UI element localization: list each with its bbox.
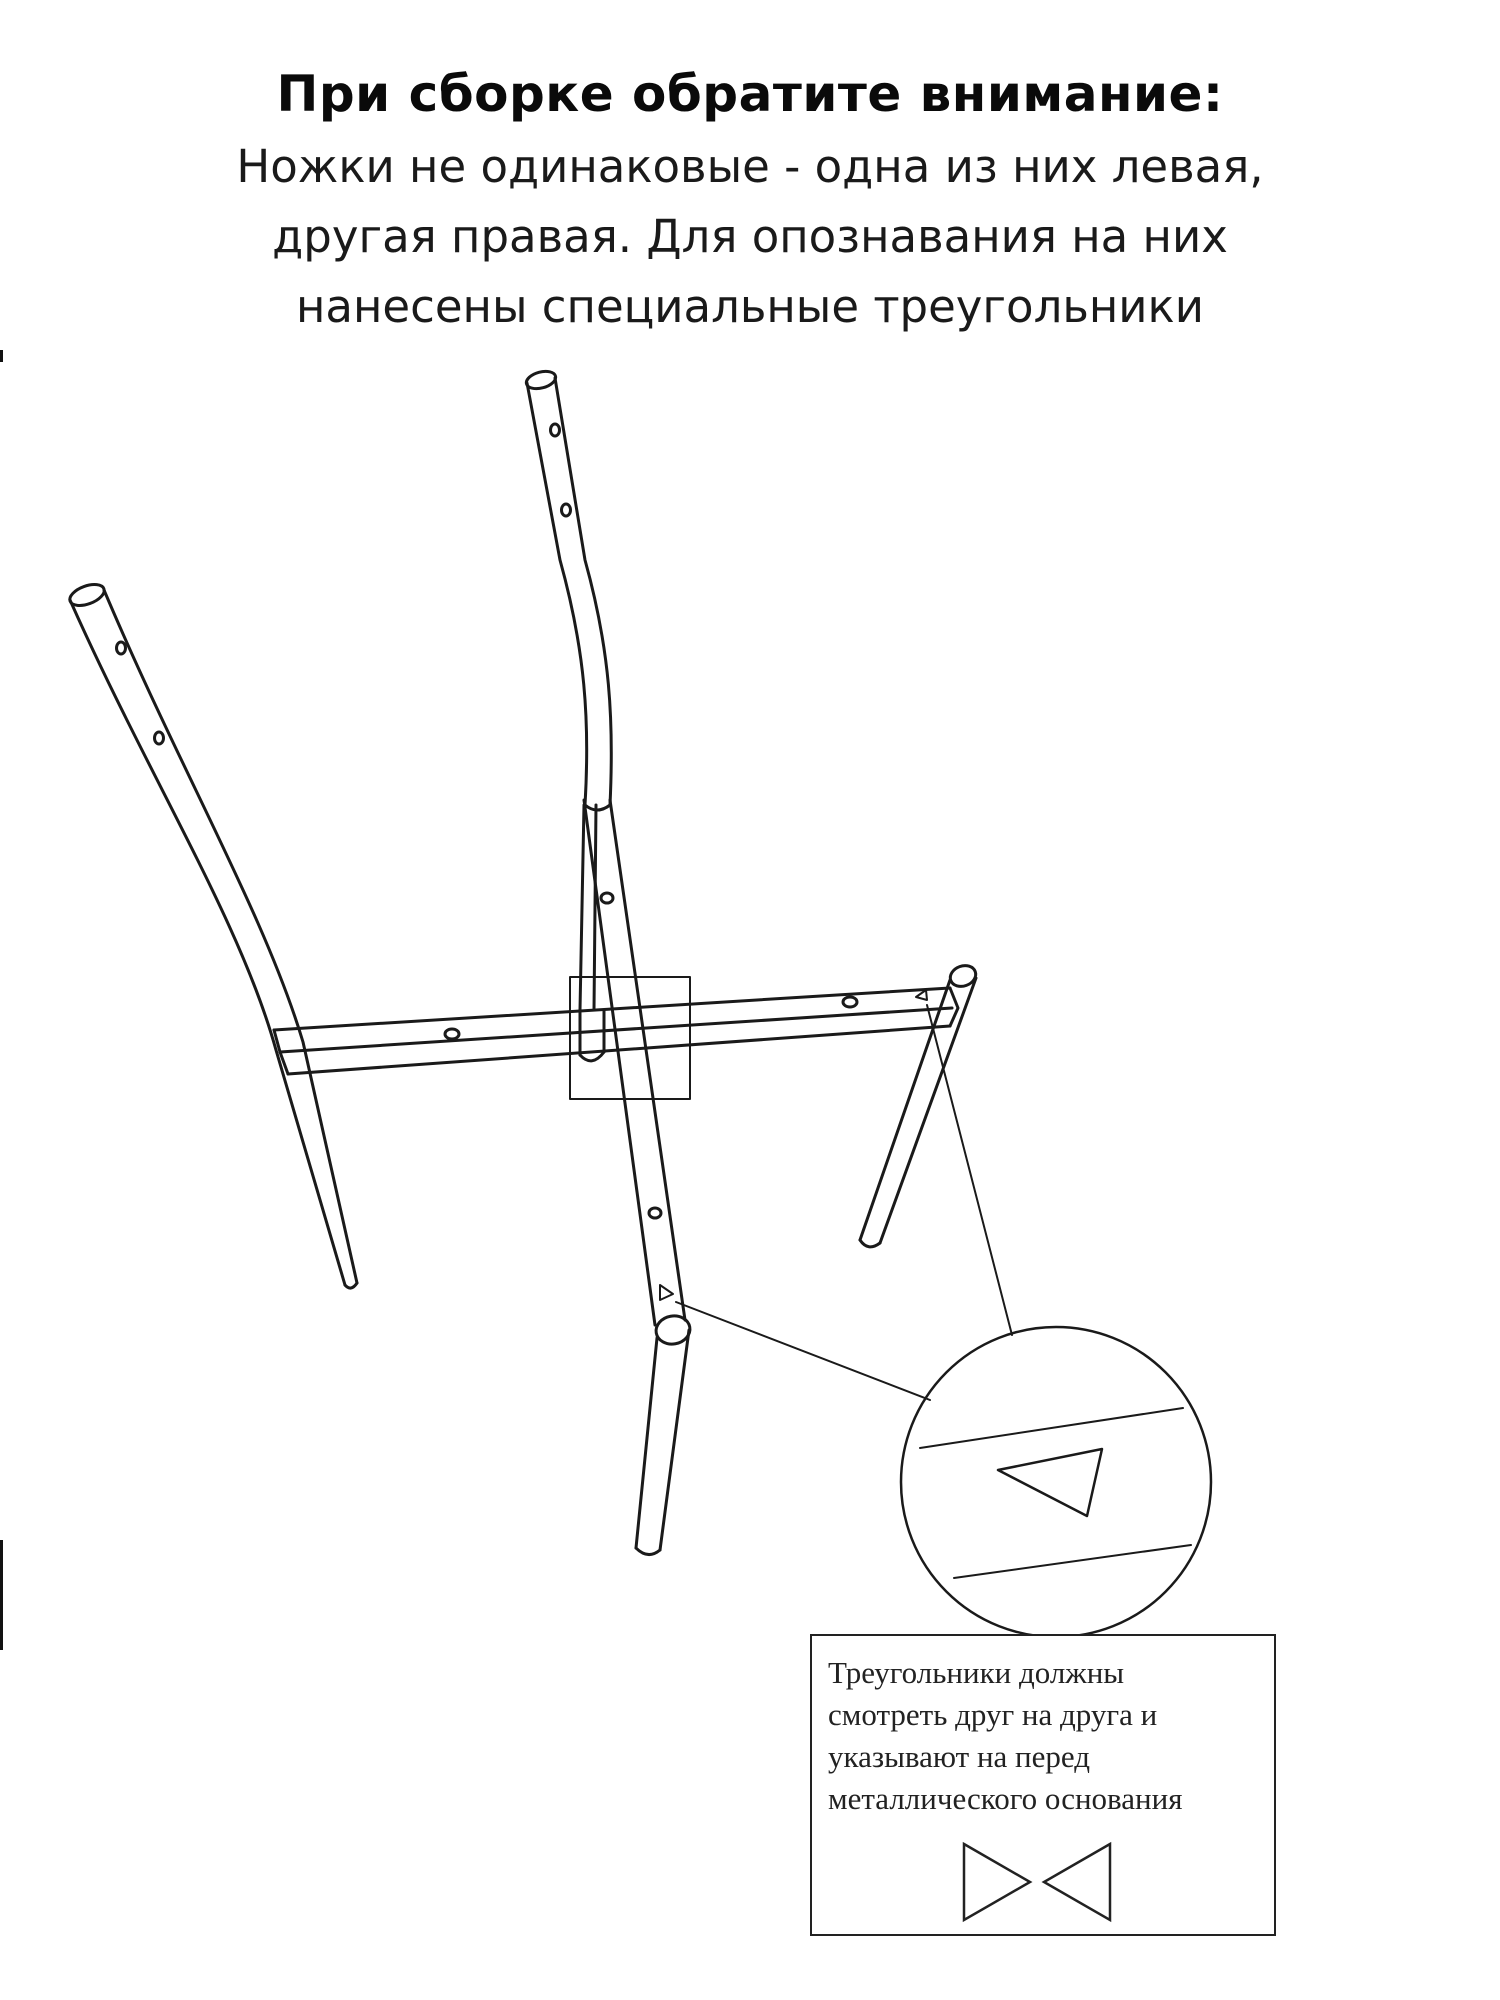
- crossbar-hole-1: [445, 1029, 459, 1039]
- instruction-line-1: Ножки не одинаковые - одна из них левая,: [236, 140, 1264, 193]
- right-front-leg: [860, 962, 979, 1247]
- callout-lines: [676, 1005, 1012, 1400]
- horizontal-crossbar: [274, 988, 958, 1074]
- right-back-leg: [524, 368, 611, 810]
- instruction-line-3: нанесены специальные треугольники: [296, 280, 1204, 333]
- left-leg-hole-2: [155, 732, 164, 744]
- left-back-leg: [67, 580, 357, 1288]
- left-leg-hole-1: [117, 642, 126, 654]
- note-line-3: указывают на перед: [828, 1739, 1091, 1774]
- center-diagonal-leg: [580, 800, 685, 1325]
- note-line-1: Треугольники должны: [828, 1655, 1125, 1690]
- right-leg-hole-1: [551, 424, 560, 436]
- note-text: [828, 1652, 1268, 1820]
- front-lower-leg: [636, 1313, 692, 1554]
- center-leg-hole-2: [649, 1208, 661, 1218]
- facing-triangles-icon: [962, 1840, 1112, 1924]
- note-line-2: смотреть друг на друга и: [828, 1697, 1158, 1732]
- note-box: [810, 1634, 1276, 1936]
- instruction-title: При сборке обратите внимание:: [276, 65, 1224, 123]
- crossing-detail-frame: [570, 977, 690, 1099]
- center-leg-hole-1: [601, 893, 613, 903]
- crossbar-hole-2: [843, 997, 857, 1007]
- note-line-4: металлического основания: [828, 1781, 1183, 1816]
- magnified-triangle-icon: [998, 1449, 1102, 1516]
- right-leg-hole-2: [562, 504, 571, 516]
- instruction-line-2: другая правая. Для опознавания на них: [272, 210, 1228, 263]
- center-leg-triangle-mark: [660, 1285, 673, 1300]
- magnified-triangle-detail: [901, 1327, 1211, 1637]
